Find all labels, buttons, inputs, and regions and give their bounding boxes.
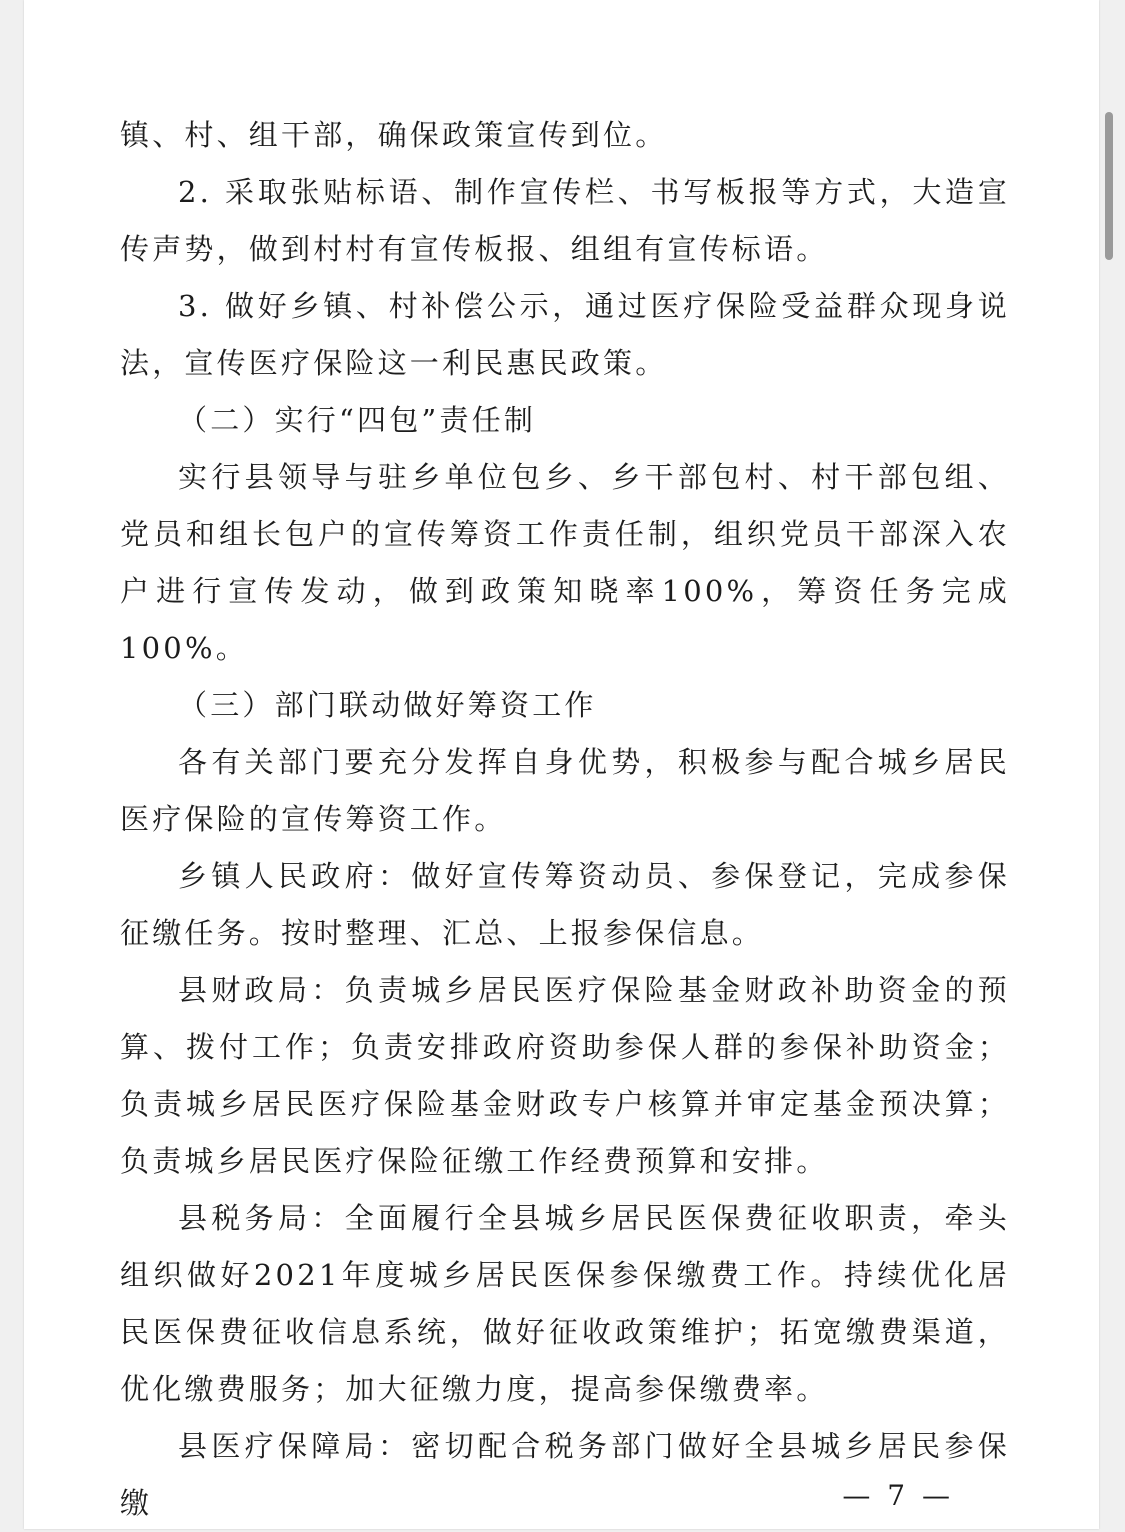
paragraph: 2. 采取张贴标语、制作宣传栏、书写板报等方式，大造宣传声势，做到村村有宣传板报、组组有宣传标语。 xyxy=(120,175,1010,266)
document-body xyxy=(120,107,1010,1532)
paragraph: 镇、村、组干部，确保政策宣传到位。 xyxy=(120,118,668,152)
paragraph: 县财政局：负责城乡居民医疗保险基金财政补助资金的预算、拨付工作；负责安排政府资助参保人群的参保补助资金；负责城乡居民医疗保险基金财政专户核算并审定基金预决算；负责城乡居民医疗保险征缴工作经费预算和安排。 xyxy=(120,973,1010,1178)
section-heading: （三）部门联动做好筹资工作 xyxy=(178,688,597,722)
paragraph: 乡镇人民政府：做好宣传筹资动员、参保登记，完成参保征缴任务。按时整理、汇总、上报参保信息。 xyxy=(120,859,1010,950)
paragraph: 县医疗保障局：密切配合税务部门做好全县城乡居民参保缴 xyxy=(120,1429,1010,1520)
section-heading: （二）实行“四包”责任制 xyxy=(178,403,537,437)
page-number: — 7 — xyxy=(842,1479,954,1512)
paragraph: 3. 做好乡镇、村补偿公示，通过医疗保险受益群众现身说法，宣传医疗保险这一利民惠民政策。 xyxy=(120,289,1010,380)
paragraph: 实行县领导与驻乡单位包乡、乡干部包村、村干部包组、党员和组长包户的宣传筹资工作责任制，组织党员干部深入农户进行宣传发动，做到政策知晓率100%，筹资任务完成100%。 xyxy=(120,460,1010,665)
paragraph: 各有关部门要充分发挥自身优势，积极参与配合城乡居民医疗保险的宣传筹资工作。 xyxy=(120,745,1010,836)
vertical-scrollbar[interactable] xyxy=(1105,112,1113,260)
document-page xyxy=(24,0,1099,1529)
paragraph: 县税务局：全面履行全县城乡居民医保费征收职责，牵头组织做好2021年度城乡居民医保参保缴费工作。持续优化居民医保费征收信息系统，做好征收政策维护；拓宽缴费渠道，优化缴费服务；加大征缴力度，提高参保缴费率。 xyxy=(120,1201,1010,1406)
